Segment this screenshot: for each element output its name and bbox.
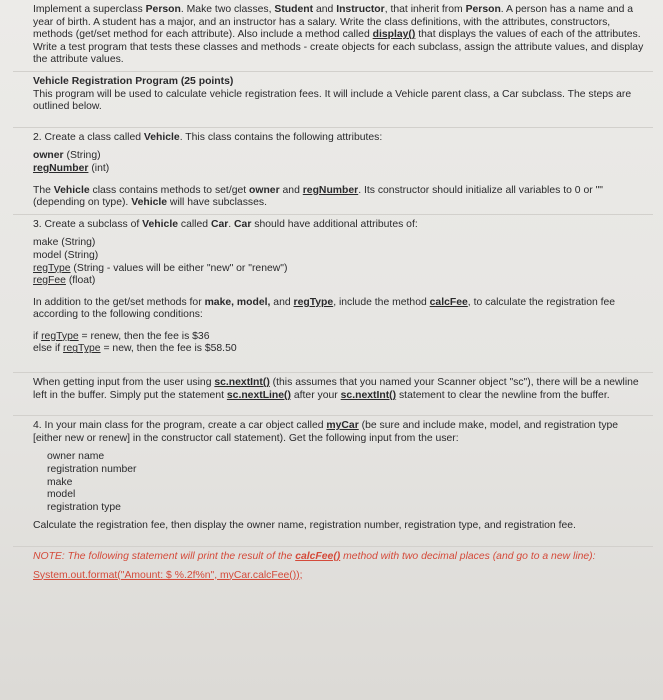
vehicle-class-name: Vehicle <box>142 218 178 230</box>
step-text: 3. Create a subclass of <box>33 218 143 230</box>
attribute-name: regType <box>293 296 334 308</box>
paragraph-text: , include the method <box>333 296 430 308</box>
mycar-object-name: myCar <box>326 420 359 432</box>
paragraph-text: and <box>270 296 294 308</box>
car-class-name: Car <box>210 218 229 230</box>
display-method-name: display() <box>372 29 416 41</box>
student-class-name: Student <box>274 4 314 15</box>
paragraph-text: class contains methods to set/get <box>89 184 250 196</box>
fee-condition-renew <box>33 331 649 344</box>
paragraph-text: statement to clear the newline from the buffer. <box>396 389 610 401</box>
section-divider <box>13 546 653 547</box>
condition-text: else if <box>33 343 64 355</box>
input-item: registration type <box>47 501 121 513</box>
section-heading: Vehicle Registration Program (25 points) <box>33 75 234 87</box>
method-names: make, model, <box>204 296 271 308</box>
person-class-name: Person <box>145 4 181 15</box>
intro-text: and <box>313 4 337 15</box>
intro-text: . A person has a name and a year of birth. A student has a major, and an instructor has a salary. Write the class definitions, with the attributes, constructors, methods (get/set method for each attribute). Also include a method called <box>33 4 634 41</box>
code-snippet: sc.nextLine() <box>226 389 291 401</box>
car-attribute-model: model (String) <box>33 249 99 261</box>
intro-text: Implement a superclass <box>33 4 146 15</box>
paragraph-text: . Its constructor should initialize all variables to 0 or "" (depending on type). <box>33 184 603 209</box>
paragraph-text: , to calculate the registration fee according to the following conditions: <box>33 296 616 321</box>
condition-text: if <box>33 330 42 342</box>
section-divider <box>13 415 653 416</box>
input-item: model <box>47 489 76 501</box>
calcfee-method-name: calcFee() <box>295 551 341 562</box>
attribute-name: regFee <box>33 275 66 287</box>
calcfee-method-name: calcFee <box>429 296 468 308</box>
section-divider <box>13 214 653 215</box>
paragraph-text: When getting input from the user using <box>33 377 215 389</box>
step-text: . This class contains the following attributes: <box>179 131 383 143</box>
attribute-name: regNumber <box>33 162 89 174</box>
attribute-name: owner <box>249 184 280 196</box>
condition-text: = renew, then the fee is $36 <box>78 330 210 342</box>
car-attribute-make: make (String) <box>33 237 96 249</box>
code-snippet: sc.nextInt() <box>340 389 397 401</box>
attribute-type: (int) <box>88 162 110 174</box>
step-text: 4. In your main class for the program, create a car object called <box>33 420 327 432</box>
section-divider <box>13 127 653 128</box>
car-class-name: Car <box>234 218 252 230</box>
attribute-regnumber <box>33 163 649 176</box>
code-snippet: sc.nextInt() <box>214 377 270 389</box>
attribute-name: regType <box>41 330 79 342</box>
attribute-type: (String) <box>63 150 101 162</box>
calculate-instruction: Calculate the registration fee, then display the owner name, registration number, registration type, and registration fee. <box>33 520 576 532</box>
vehicle-class-name: Vehicle <box>131 197 168 209</box>
vehicle-methods-paragraph <box>33 185 649 210</box>
paragraph-text: will have subclasses. <box>167 197 267 209</box>
section-divider <box>13 372 653 373</box>
note-text: method with two decimal places (and go to a new line): <box>340 551 596 562</box>
step-4 <box>33 420 649 445</box>
step-text: should have additional attributes of: <box>251 218 418 230</box>
note-paragraph <box>33 551 649 564</box>
format-code: System.out.format("Amount: $ %.2f%n", myCar.calcFee()); <box>33 569 303 581</box>
step-3 <box>33 219 649 232</box>
note-text: NOTE: The following statement will print the result of the <box>33 551 296 562</box>
car-attribute-regfee <box>33 275 649 288</box>
attribute-type: (float) <box>65 275 96 287</box>
intro-text: , that inherit from <box>384 4 466 15</box>
paragraph-text: (this assumes that you named your Scanner object "sc"), there will be a newline left in the buffer. Simply put the statement <box>33 377 639 401</box>
step-text: . <box>228 218 235 230</box>
attribute-name: regType <box>63 343 101 355</box>
attribute-name: regType <box>33 262 71 274</box>
intro-text: . Make two classes, <box>180 4 275 15</box>
paragraph-text: after your <box>290 389 341 401</box>
paragraph-text: In addition to the get/set methods for <box>33 296 205 308</box>
intro-text: that displays the values of each of the attributes. Write a test program that tests these classes and methods - create objects for each subclass, assign the attribute values, and display the attribute values. <box>33 29 644 66</box>
section-divider <box>13 71 653 72</box>
step-2 <box>33 132 649 145</box>
vehicle-class-name: Vehicle <box>53 184 90 196</box>
instructor-class-name: Instructor <box>336 4 385 15</box>
attribute-name: regNumber <box>302 184 359 196</box>
input-item: owner name <box>47 451 105 463</box>
step-text: 2. Create a class called <box>33 131 144 143</box>
fee-condition-new <box>33 343 649 356</box>
car-attribute-regtype <box>33 263 649 276</box>
car-methods-paragraph <box>33 297 649 322</box>
step-text: called <box>178 218 211 230</box>
attribute-type: (String - values will be either "new" or "renew") <box>70 262 288 274</box>
intro-paragraph <box>33 4 649 67</box>
scanner-note-paragraph <box>33 377 649 402</box>
condition-text: = new, then the fee is $58.50 <box>100 343 237 355</box>
attribute-name: owner <box>33 150 64 162</box>
input-item: make <box>47 476 73 488</box>
input-item: registration number <box>47 464 137 476</box>
format-code-line <box>33 570 649 583</box>
vehicle-class-name: Vehicle <box>143 131 180 143</box>
attribute-owner <box>33 150 649 163</box>
paragraph-text: and <box>279 184 303 196</box>
paragraph-text: The <box>33 184 54 196</box>
section-description: This program will be used to calculate vehicle registration fees. It will include a Vehicle parent class, a Car subclass. The steps are outlined below. <box>33 88 632 113</box>
step-text: (be sure and include make, model, and registration type [either new or renew] in the constructor call statement). Get the following input from the user: <box>33 420 619 444</box>
person-class-name: Person <box>465 4 501 15</box>
user-input-list <box>33 451 649 514</box>
